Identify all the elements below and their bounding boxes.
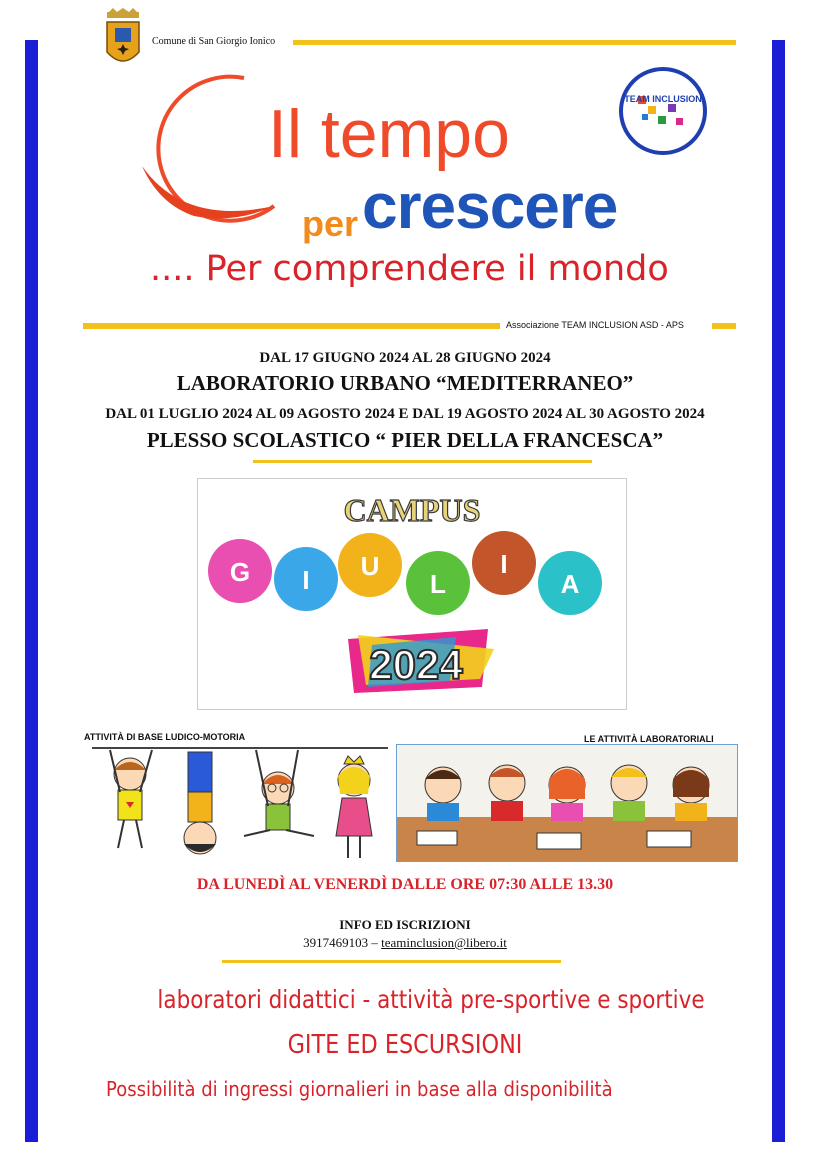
campus-word: CAMPUS: [343, 492, 481, 528]
location-line-1: LABORATORIO URBANO “MEDITERRANEO”: [176, 371, 634, 395]
phone-number: 3917469103 –: [303, 935, 382, 950]
dates-line-1: DAL 17 GIUGNO 2024 AL 28 GIUGNO 2024: [259, 350, 551, 366]
footer-activities: laboratori didattici - attività pre-sportive e sportive: [157, 985, 705, 1014]
top-gold-divider: [293, 40, 736, 45]
activity-right-label: LE ATTIVITÀ LABORATORIALI: [584, 734, 714, 744]
svg-text:TEAM INCLUSION: TEAM INCLUSION: [624, 94, 702, 104]
location-line-2: PLESSO SCOLASTICO “ PIER DELLA FRANCESCA”: [146, 428, 664, 452]
info-contacts: [38, 935, 772, 951]
year-badge: [348, 629, 494, 693]
comune-label: Comune di San Giorgio Ionico: [152, 36, 276, 47]
svg-text:2024: 2024: [369, 641, 463, 688]
svg-text:L: L: [430, 569, 446, 599]
svg-text:I: I: [302, 565, 310, 595]
subtitle-comprendere: .... Per comprendere il mondo: [150, 249, 669, 289]
left-border-bar: [25, 40, 38, 1142]
header-gold-divider-left: [83, 323, 500, 329]
footer-excursions: GITE ED ESCURSIONI: [287, 1030, 523, 1060]
dates-gold-divider: [253, 460, 592, 463]
title-il-tempo: Il tempo: [268, 96, 510, 172]
svg-text:U: U: [360, 551, 380, 581]
schedule-text: DA LUNEDÌ AL VENERDÌ DALLE ORE 07:30 ALLE 13.30: [196, 876, 614, 893]
association-label: Associazione TEAM INCLUSION ASD - APS: [506, 320, 684, 330]
activity-left-label: ATTIVITÀ DI BASE LUDICO-MOTORIA: [84, 732, 246, 742]
footer-daily-entry: Possibilità di ingressi giornalieri in base alla disponibilità: [106, 1077, 613, 1101]
header-gold-divider-right: [712, 323, 736, 329]
dates-line-2: DAL 01 LUGLIO 2024 AL 09 AGOSTO 2024 E DAL 19 AGOSTO 2024 AL 30 AGOSTO 2024: [105, 406, 705, 422]
info-title: INFO ED ISCRIZIONI: [339, 917, 471, 932]
team-inclusion-logo-icon: [618, 66, 708, 156]
svg-text:I: I: [500, 549, 508, 579]
email-link[interactable]: teaminclusion@libero.it: [381, 935, 507, 950]
kids-lab-illustration: [396, 744, 738, 862]
svg-text:G: G: [229, 557, 251, 587]
campus-giulia-logo: [197, 478, 627, 710]
right-border-bar: [772, 40, 785, 1142]
info-gold-divider: [222, 960, 561, 963]
svg-text:A: A: [560, 569, 580, 599]
giulia-balls: [208, 531, 602, 615]
kids-hanging-illustration: [92, 740, 392, 865]
title-crescere: crescere: [362, 170, 618, 242]
title-per: per: [302, 203, 359, 244]
